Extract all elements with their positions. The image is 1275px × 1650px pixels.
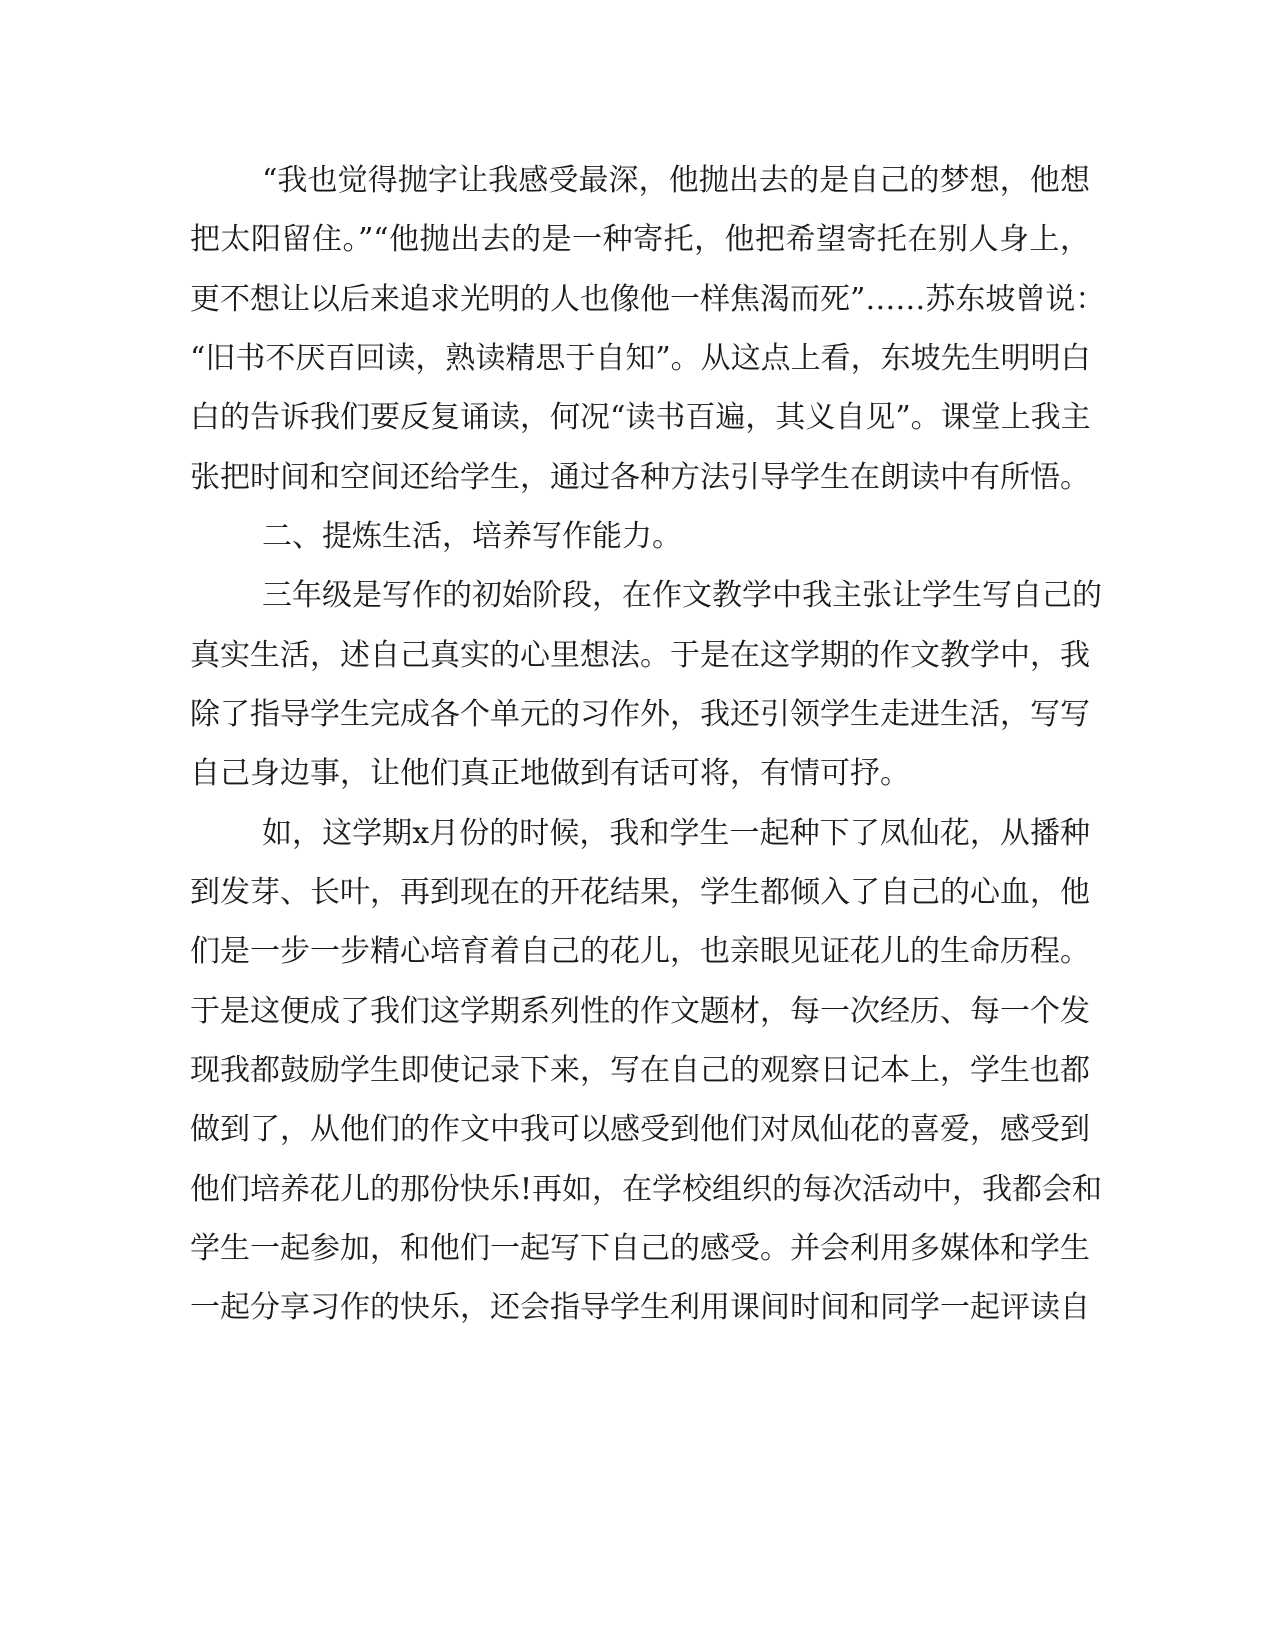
text-line: 于是这便成了我们这学期系列性的作文题材，每一次经历、每一个发 <box>190 994 1090 1029</box>
text-line: 张把时间和空间还给学生，通过各种方法引导学生在朗读中有所悟。 <box>190 460 1090 495</box>
text-line: 把太阳留住。”“他抛出去的是一种寄托，他把希望寄托在别人身上， <box>190 222 1090 257</box>
text-line: 学生一起参加，和他们一起写下自己的感受。并会利用多媒体和学生 <box>190 1231 1090 1266</box>
text-line: 们是一步一步精心培育着自己的花儿，也亲眼见证花儿的生命历程。 <box>190 934 1090 969</box>
text-line: 如，这学期x月份的时候，我和学生一起种下了凤仙花，从播种 <box>262 816 1090 851</box>
text-line: 自己身边事，让他们真正地做到有话可将，有情可抒。 <box>190 756 910 791</box>
text-line: 做到了，从他们的作文中我可以感受到他们对凤仙花的喜爱，感受到 <box>190 1112 1090 1147</box>
text-line: 三年级是写作的初始阶段，在作文教学中我主张让学生写自己的 <box>262 578 1102 613</box>
section-heading: 二、提炼生活，培养写作能力。 <box>262 519 682 554</box>
text-line: 更不想让以后来追求光明的人也像他一样焦渴而死”……苏东坡曾说： <box>190 282 1106 317</box>
text-line: 除了指导学生完成各个单元的习作外，我还引领学生走进生活，写写 <box>190 697 1090 732</box>
text-line: 白的告诉我们要反复诵读，何况“读书百遍，其义自见”。课堂上我主 <box>190 400 1091 435</box>
text-line: 现我都鼓励学生即使记录下来，写在自己的观察日记本上，学生也都 <box>190 1053 1090 1088</box>
text-line: 他们培养花儿的那份快乐!再如，在学校组织的每次活动中，我都会和 <box>190 1172 1103 1207</box>
text-line: 到发芽、长叶，再到现在的开花结果，学生都倾入了自己的心血，他 <box>190 875 1090 910</box>
text-line: 一起分享习作的快乐，还会指导学生利用课间时间和同学一起评读自 <box>190 1290 1090 1325</box>
text-line: 真实生活，述自己真实的心里想法。于是在这学期的作文教学中，我 <box>190 638 1090 673</box>
text-line: “旧书不厌百回读，熟读精思于自知”。从这点上看，东坡先生明明白 <box>190 341 1091 376</box>
text-line: “我也觉得抛字让我感受最深，他抛出去的是自己的梦想，他想 <box>262 163 1090 198</box>
